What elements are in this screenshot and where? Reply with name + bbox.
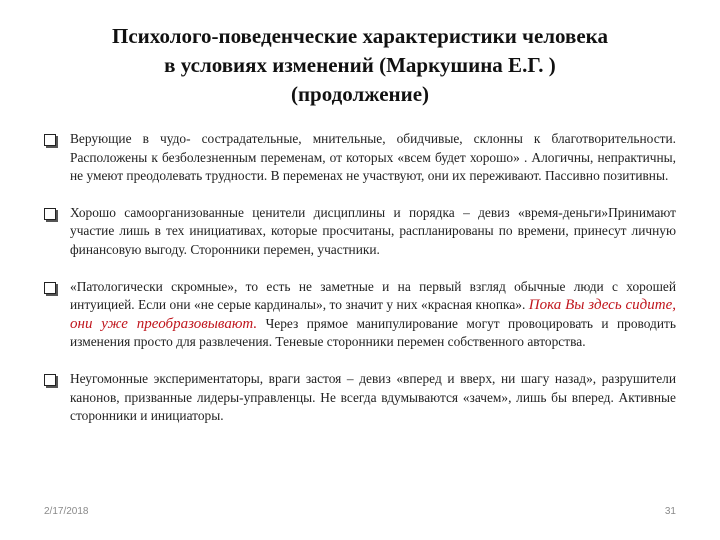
bullet-text-before: «Патологически скромные», то есть не заметные и на первый взгляд обычные люди с хорошей интуицией. Если они «не серые кардиналы», то значит у них «красная кнопка». — [70, 278, 676, 313]
highlighted-quote: Пока Вы здесь сидите, они уже преобразовывают. — [70, 297, 676, 332]
title-line-3: (продолжение) — [290, 82, 430, 106]
checkbox-bullet-icon — [44, 208, 56, 220]
checkbox-bullet-icon — [44, 374, 56, 386]
bullet-item-believers — [44, 130, 676, 186]
page-number: 31 — [664, 506, 676, 517]
slide-title — [40, 22, 680, 109]
bullet-item-self-organized — [44, 204, 676, 260]
checkbox-bullet-icon — [44, 134, 56, 146]
bullet-text-after: Через прямое манипулирование могут провоцировать и проводить изменения просто для развлечения. Теневые сторонники перемен собственного авторства. — [70, 315, 676, 350]
title-line-1: Психолого-поведенческие характеристики человека — [112, 24, 608, 48]
bullet-item-experimenters — [44, 370, 676, 426]
bullet-text: Хорошо самоорганизованные ценители дисциплины и порядка – девиз «время-деньги»Принимают участие лишь в тех инициативах, которые просчитаны, распланированы по времени, принесут личную финансовую выгоду. Сторонники перемен, участники. — [70, 204, 676, 257]
bullet-list — [44, 130, 676, 426]
checkbox-bullet-icon — [44, 282, 56, 294]
bullet-text: Неугомонные экспериментаторы, враги застоя – девиз «вперед и вверх, ни шагу назад», разрушители канонов, призванные лидеры-управленцы. Не всегда вдумываются «зачем», лишь бы вперед. Активные сторонники и инициаторы. — [70, 370, 676, 424]
bullet-item-modest — [44, 278, 676, 352]
footer-date: 2/17/2018 — [44, 506, 89, 517]
bullet-text: Верующие в чудо- сострадательные, мнительные, обидчивые, склонны к благотворительности. Расположены к безболезненным переменам, от которых «всем будет хорошо» . Алогичны, непрактичны, не умеют преодолевать трудности. В переменах не участвуют, они их переживают. Пассивно позитивны. — [70, 131, 676, 184]
title-line-2: в условиях изменений (Маркушина Е.Г. ) — [164, 53, 556, 77]
